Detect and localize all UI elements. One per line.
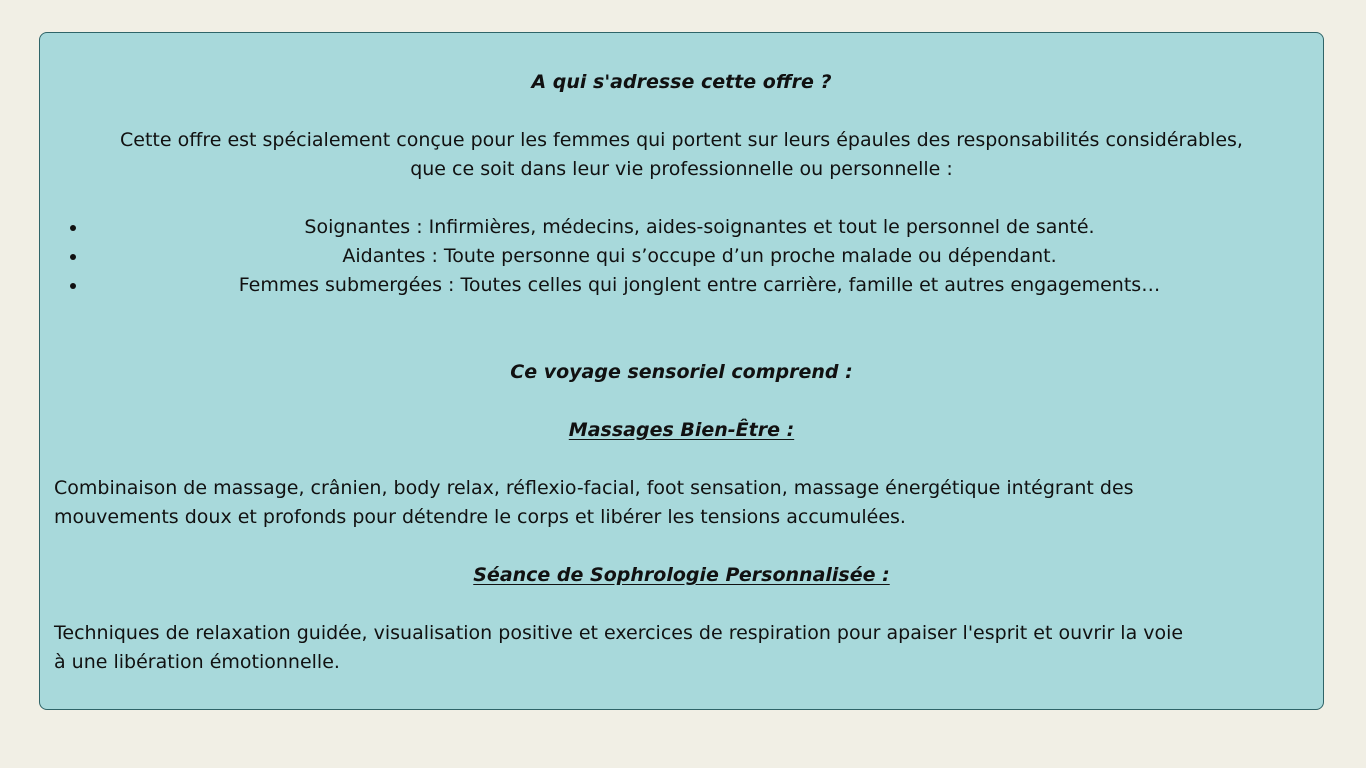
list-item xyxy=(54,271,1309,300)
bullet-icon xyxy=(70,283,76,289)
sophrologie-title-text: Séance de Sophrologie Personnalisée : xyxy=(473,564,890,586)
offer-card xyxy=(39,32,1324,710)
sophrologie-text-line1: Techniques de relaxation guidée, visualisation positive et exercices de respiration pour apaiser l'esprit et ouvrir la voie xyxy=(54,622,1184,644)
section-title-audience: A qui s'adresse cette offre ? xyxy=(531,71,832,93)
subsection-title-sophrologie xyxy=(54,561,1309,590)
list-item-text: Femmes submergées : Toutes celles qui jonglent entre carrière, famille et autres engagements… xyxy=(238,274,1161,296)
list-item xyxy=(54,213,1309,242)
massages-text-line2: mouvements doux et profonds pour détendre le corps et libérer les tensions accumulées. xyxy=(54,506,906,528)
list-item-text: Aidantes : Toute personne qui s’occupe d’un proche malade ou dépendant. xyxy=(342,245,1057,267)
subsection-title-massages xyxy=(54,416,1309,445)
intro-text-line1: Cette offre est spécialement conçue pour les femmes qui portent sur leurs épaules des responsabilités considérables, xyxy=(120,129,1243,151)
list-item-text: Soignantes : Infirmières, médecins, aides-soignantes et tout le personnel de santé. xyxy=(304,216,1095,238)
intro-text-line2: que ce soit dans leur vie professionnelle ou personnelle : xyxy=(410,158,953,180)
section-title-includes: Ce voyage sensoriel comprend : xyxy=(510,361,853,383)
list-item xyxy=(54,242,1309,271)
massages-title-text: Massages Bien-Être : xyxy=(568,419,795,441)
sophrologie-text-line2: à une libération émotionnelle. xyxy=(54,651,340,673)
massages-text-line1: Combinaison de massage, crânien, body relax, réflexio-facial, foot sensation, massage énergétique intégrant des xyxy=(54,477,1134,499)
audience-list xyxy=(54,213,1309,300)
bullet-icon xyxy=(70,254,76,260)
bullet-icon xyxy=(70,225,76,231)
